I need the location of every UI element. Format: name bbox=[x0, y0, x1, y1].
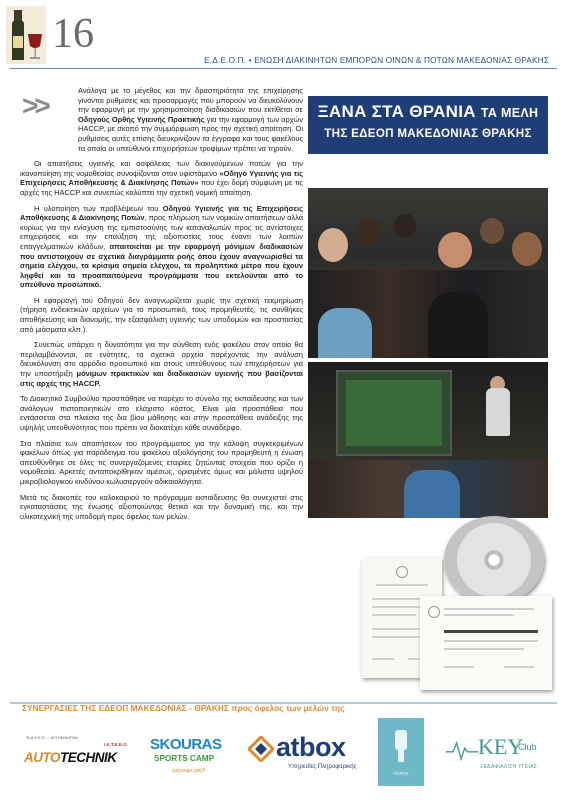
skouras-wordmark: SKOURAS bbox=[150, 736, 222, 753]
atbox-wordmark: atbox bbox=[276, 732, 346, 762]
banner-title-rest: ΤΑ ΜΕΛΗ bbox=[480, 106, 539, 120]
speaker bbox=[486, 388, 510, 436]
page-number: 16 bbox=[52, 11, 94, 57]
autotechnik-wordmark: AUTOTECHNIK bbox=[24, 750, 117, 765]
decorative-arrows: >> bbox=[22, 90, 47, 121]
key-subtitle: ΞΕΔΑΦΙΑΛΙΣΗ ΥΓΕΙΑΣ bbox=[480, 764, 538, 770]
banner-subtitle: ΤΗΣ ΕΔΕΟΠ ΜΑΚΕΔΟΝΙΑΣ ΘΡΑΚΗΣ bbox=[324, 127, 532, 140]
audience-head bbox=[480, 218, 504, 244]
skouras-subtitle: SPORTS CAMP bbox=[154, 754, 215, 763]
paragraph-5: Συνεπώς υπάρχει η δυνατότητα για την σύνθεση ενός φακέλου στον οποίο θα περιλαμβάνονται, σε ενότητες, τα σχετικά αρχεία παρέχοντας την ανάλυση διευκόλυνση στο αρμόδιο προσωπικό και στους υπεύθυνους των επιχειρήσεων για την υποστήριξη μόνιμων πρακτικών και διαδικασιών υγιεινής που βασίζονται στις αρχές της HACCP. bbox=[20, 340, 304, 388]
header-divider bbox=[10, 68, 557, 69]
autotechnik-small-text: Το Α.Ε.Ε.Ο. ... ΑΥΤΟΚΙΝΗΤΩΝ bbox=[26, 736, 78, 740]
audience-head bbox=[438, 232, 472, 268]
certificates-and-cd bbox=[362, 510, 552, 690]
audience-head bbox=[356, 218, 382, 246]
parou-label: ΠΑΡΟΥ bbox=[393, 771, 409, 776]
seminar-speaker-photo bbox=[308, 362, 548, 518]
paragraph-6: Το Διοικητικό Συμβούλιο προσπάθησε να παρέχει το σύνολο της εκπαίδευσης και των ανάλογων πιστοποιητικών στο ελάχιστο κόστος. Είναι μία προσπάθεια που εντάσσεται στα πλαίσια της δια βίου μάθησης και στην προσπάθεια ανάδειξης της υψηλής υπευθυνότητας που πρέπει να διακατέχει κάθε συνάδερφο. bbox=[20, 394, 303, 432]
certificate-document bbox=[420, 596, 552, 690]
wine-bottle-glass-icon bbox=[6, 6, 46, 64]
page-header bbox=[0, 0, 567, 72]
autotechnik-tag: Ι.Κ.Τ.Ε.Ε.Ο. bbox=[104, 742, 128, 747]
projection-screen bbox=[336, 370, 452, 456]
training-cd-disc bbox=[444, 516, 544, 604]
parou-logo bbox=[378, 718, 424, 786]
audience-head bbox=[394, 214, 416, 238]
publication-title: Ε.Δ.Ε.Ο.Π. • ΕΝΩΣΗ ΔΙΑΚΙΝΗΤΩΝ ΕΜΠΟΡΩΝ ΟΙΝΩΝ & ΠΟΤΩΝ ΜΑΚΕΔΟΝΙΑΣ ΘΡΑΚΗΣ bbox=[204, 56, 549, 65]
key-club-label: Club bbox=[518, 742, 537, 752]
autotechnik-logo bbox=[22, 718, 134, 786]
atbox-mark-icon bbox=[248, 736, 274, 762]
partnerships-title: ΣΥΝΕΡΓΑΣΙΕΣ ΤΗΣ ΕΔΕΟΠ ΜΑΚΕΔΟΝΙΑΣ - ΘΡΑΚΗΣ προς όφελος των μελών της bbox=[22, 704, 345, 713]
paragraph-4: Η εφαρμογή του Οδηγού δεν αναγνωρίζεται χωρίς την σχετική τεκμηρίωση (τήρηση ενδεικτικών αρχείων για το προσωπικό, τους προμηθευτές, τις συνθήκες αποθήκευσης και διανομής, την εξασφάλιση υγιεινής των υποδομών και προστασίας από μιάσματα κλπ.). bbox=[20, 295, 303, 334]
audience-head bbox=[512, 232, 542, 266]
article-banner bbox=[308, 96, 548, 154]
seminar-audience-photo bbox=[308, 188, 548, 358]
key-club-logo bbox=[444, 718, 554, 786]
atbox-logo bbox=[246, 718, 358, 786]
banner-title-main: ΞΑΝΑ ΣΤΑ ΘΡΑΝΙΑ bbox=[317, 102, 476, 121]
audience-shirt bbox=[318, 308, 372, 358]
key-wordmark: KEY bbox=[478, 734, 524, 759]
paragraph-8: Μετά τις διακοπές του καλοκαιριού το πρόγραμμα εκπαίδευσης θα συνεχιστεί στις εγκαταστάσεις της ένωσης αξιοποιώντας θετικά και την δυναμική της, και την υλικοτεχνική της υποδομή προς όφελος των μελών. bbox=[20, 492, 303, 521]
atbox-subtitle: Υπηρεσίες Πληροφορικής bbox=[288, 764, 357, 770]
banner-title bbox=[308, 102, 548, 122]
heartbeat-icon bbox=[444, 732, 480, 768]
paragraph-7: Στα πλαίσια των απαιτήσεων του προγράμματος για την κάλυψη συγκεκριμένων φακέλων όπως για παράδειγμα του φακέλου αξιολόγησης του προμηθευτή η ένωση απευθύνθηκε σε όλες τις συνεργαζόμενες εταιρίες ζητώντας στοιχεία που ορίζει η νομοθεσία. Αρκετές ανταποκρίθηκαν αμέσως, ορισμένες όμως και μάλιστα υψηλού μικροβιολογικού κινδύνου κωλυσιεργούν αδικαιολόγητα. bbox=[20, 438, 303, 486]
skouras-sports-camp-logo bbox=[148, 718, 224, 786]
skouras-tagline: τρέχουμε μαζί! bbox=[172, 768, 206, 774]
paragraph-1: Ανάλογα με το μέγεθος και την δραστηριότητα της επιχείρησης γίνονται ρυθμίσεις και προσαρμογές που μπορούν να διευκολύνουν την εφαρμογή με την χρησιμοποίηση διαδικασιών που εκτίθεται σε Οδηγούς Ορθής Υγιεινής Πρακτικής για την εφαρμογή των αρχών HACCP, με σκοπό την συμμόρφωση προς την σχετική απαίτηση. Οι ρυθμίσεις αυτές επίσης διευκρινίζουν τα έγγραφα και τους φακέλους τα οποία οι υπεύθυνοι επιχειρήσεων τροφίμων πρέπει να τηρούν. bbox=[78, 86, 303, 153]
audience-shirt bbox=[428, 292, 488, 358]
paragraph-2: Οι απαιτήσεις υγιεινής και ασφάλειας των διακινούμενων ποτών για την ικανοποίηση της νομοθεσίας συνοψίζονται στον υφιστάμενο «Οδηγό Υγιεινής για τις Επιχειρήσεις Αποθήκευσης & Διακίνησης Ποτών» που έχει δομή σύμφωνη με τις αρχές της HACCP και συνεπώς καλύπτει την σχετική νομική απαίτηση. bbox=[20, 159, 303, 197]
paragraph-3: Η υλοποίηση των προβλέψεων του Οδηγού Υγιεινής για τις Επιχειρήσεις Αποθήκευσης & Διακίνησης Ποτών, προς πλήρωση των νομικών απαιτήσεων αλλά κυρίως για την ενίσχυση της εμπιστοσύνης των καταναλωτών προς τις αντίστοιχες επιχειρήσεις και την επαύξηση της αξιοπιστίας τους έναντι των λοιπών επαγγελματικών κλάδων, απαιτοιείται με την εφαρμογή μόνιμων διαδικασιών που αντιστοιχούν σε σχετικά διαγράμματα ροής όπου έχουν αναγνωρισθεί τα σημεία ελέγχου, τα κρίσιμα σημεία ελέγχου, τα προληπτικά μέτρα που έχουν ληφθεί και τα προαπαιτούμενα προγράμματα που εκτελούνται από το υπεύθυνο προσωπικό. bbox=[20, 203, 304, 290]
audience-head bbox=[318, 228, 348, 262]
article-body bbox=[20, 86, 303, 527]
